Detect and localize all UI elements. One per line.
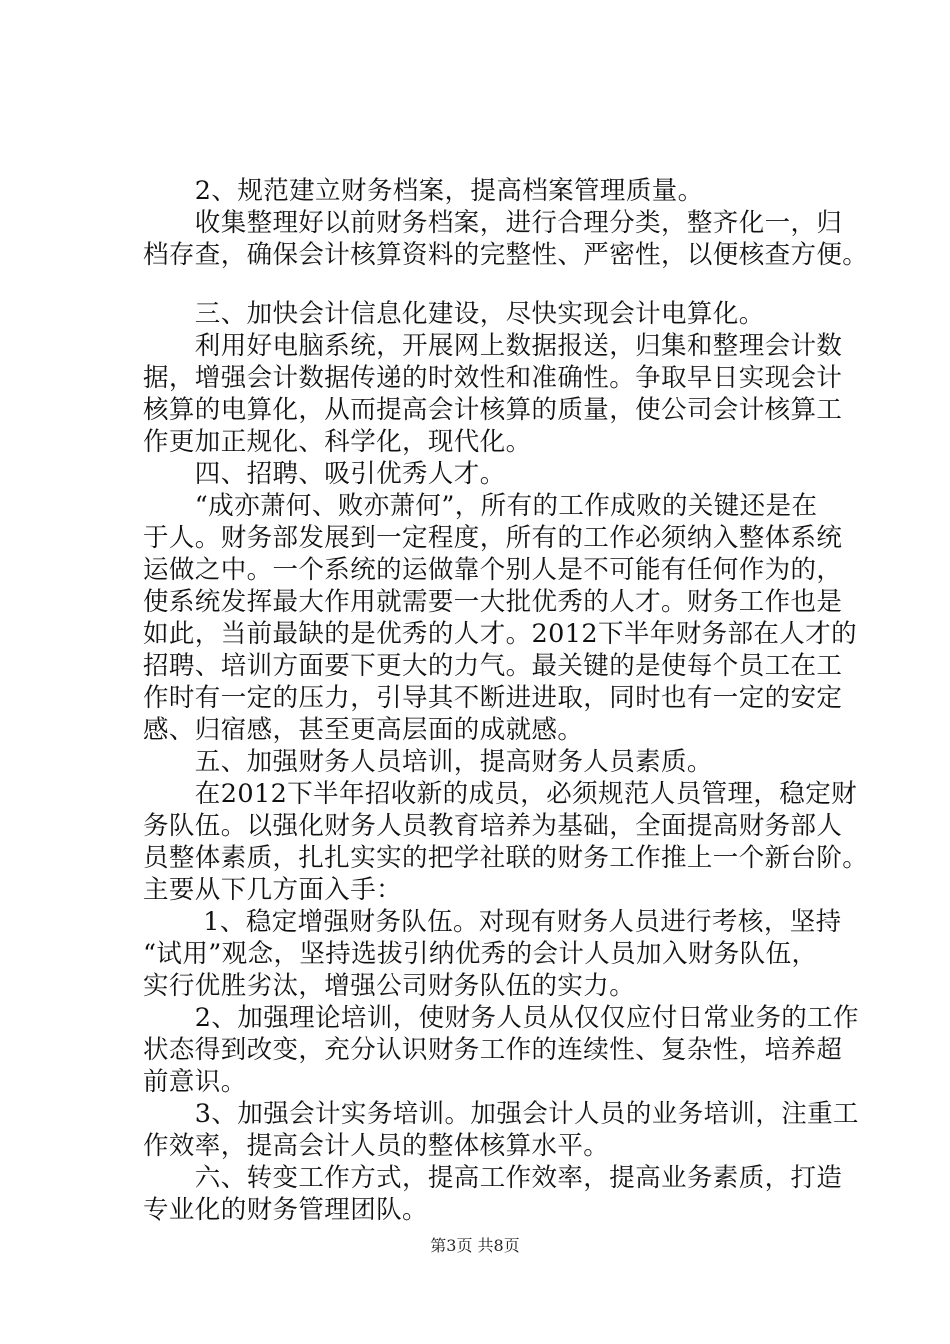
list-item-line: 前意识。	[143, 1067, 247, 1097]
paragraph-line: 专业化的财务管理团队。	[143, 1195, 428, 1225]
section-heading: 三、加快会计信息化建设，尽快实现会计电算化。	[143, 299, 765, 329]
paragraph-line: 如此，当前最缺的是优秀的人才。2012下半年财务部在人才的	[143, 619, 857, 649]
list-item-line: “试用”观念，坚持选拔引纳优秀的会计人员加入财务队伍，	[143, 939, 818, 969]
list-item-line: 1、稳定增强财务队伍。对现有财务人员进行考核，坚持	[143, 907, 842, 937]
paragraph-line: 运做之中。一个系统的运做靠个别人是不可能有任何作为的，	[143, 555, 843, 585]
paragraph-line: 档存查，确保会计核算资料的完整性、严密性，以便核查方便。	[143, 240, 869, 270]
list-item-line: 实行优胜劣汰，增强公司财务队伍的实力。	[143, 971, 636, 1001]
paragraph-line: 作时有一定的压力，引导其不断进进取，同时也有一定的安定	[143, 683, 843, 713]
paragraph-line: 务队伍。以强化财务人员教育培养为基础，全面提高财务部人	[143, 811, 843, 841]
paragraph-line: 作更加正规化、科学化，现代化。	[143, 427, 532, 457]
paragraph-line: 员整体素质，扎扎实实的把学社联的财务工作推上一个新台阶。	[143, 843, 869, 873]
paragraph-line: “成亦萧何、败亦萧何”，所有的工作成败的关键还是在	[143, 491, 818, 521]
list-item-line: 3、加强会计实务培训。加强会计人员的业务培训，注重工	[143, 1099, 859, 1129]
page-footer: 第3页 共8页	[430, 1236, 520, 1255]
section-heading: 四、招聘、吸引优秀人才。	[143, 459, 506, 489]
list-item-line: 状态得到改变，充分认识财务工作的连续性、复杂性，培养超	[143, 1035, 843, 1065]
paragraph-line: 在2012下半年招收新的成员，必须规范人员管理，稳定财	[143, 779, 857, 809]
paragraph-line: 感、归宿感，甚至更高层面的成就感。	[143, 715, 584, 745]
section-heading: 六、转变工作方式，提高工作效率，提高业务素质，打造	[143, 1163, 843, 1193]
paragraph-line: 据，增强会计数据传递的时效性和准确性。争取早日实现会计	[143, 363, 843, 393]
section-heading: 五、加强财务人员培训，提高财务人员素质。	[143, 747, 713, 777]
section-heading: 2、规范建立财务档案，提高档案管理质量。	[143, 176, 704, 206]
paragraph-line: 核算的电算化，从而提高会计核算的质量，使公司会计核算工	[143, 395, 843, 425]
list-item-line: 2、加强理论培训，使财务人员从仅仅应付日常业务的工作	[143, 1003, 859, 1033]
paragraph-line: 于人。财务部发展到一定程度，所有的工作必须纳入整体系统	[143, 523, 843, 553]
paragraph-line: 利用好电脑系统，开展网上数据报送，归集和整理会计数	[143, 331, 843, 361]
list-item-line: 作效率，提高会计人员的整体核算水平。	[143, 1131, 610, 1161]
paragraph-line: 招聘、培训方面要下更大的力气。最关键的是使每个员工在工	[143, 651, 843, 681]
paragraph-line: 使系统发挥最大作用就需要一大批优秀的人才。财务工作也是	[143, 587, 843, 617]
paragraph-line: 主要从下几方面入手：	[143, 875, 403, 905]
paragraph-line: 收集整理好以前财务档案，进行合理分类，整齐化一，归	[143, 208, 843, 238]
